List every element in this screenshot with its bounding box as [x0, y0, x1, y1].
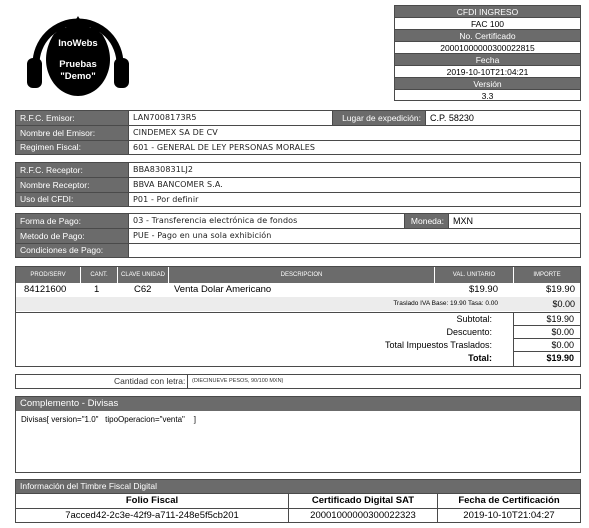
- fecha-cert-value: 2019-10-10T21:04:27: [463, 510, 555, 521]
- emisor-section: [15, 110, 581, 155]
- traslado-iva-value: $0.00: [552, 299, 575, 309]
- moneda-label: Moneda:: [405, 214, 448, 228]
- receptor-nombre-value: BBVA BANCOMER S.A.: [133, 180, 223, 189]
- metodo-pago-label: Metodo de Pago:: [16, 229, 128, 243]
- descuento-label: Descuento:: [446, 327, 492, 337]
- receptor-rfc-value: BBA830831LJ2: [133, 165, 194, 174]
- row-cant: 1: [94, 284, 100, 295]
- cert-sat-value: 20001000000300022323: [310, 510, 416, 521]
- cfdi-version-label: Versión: [395, 78, 580, 90]
- cfdi-version-value: 3.3: [481, 91, 494, 101]
- emisor-nombre-value: CINDEMEX SA DE CV: [133, 128, 218, 137]
- col-header-cant: CANT.: [90, 271, 108, 278]
- col-header-clave: CLAVE UNIDAD: [121, 271, 165, 278]
- cfdi-fecha-value: 2019-10-10T21:04:21: [395, 66, 580, 78]
- impuestos-value: $0.00: [551, 340, 574, 350]
- subtotal-value: $19.90: [546, 314, 574, 324]
- folio-fiscal-label: Folio Fiscal: [125, 495, 179, 506]
- timbre-title: Información del Timbre Fiscal Digital: [16, 480, 580, 493]
- subtotal-label: Subtotal:: [456, 314, 492, 324]
- col-header-unit: VAL. UNITARIO: [452, 271, 496, 278]
- pago-section: [15, 213, 581, 258]
- complemento-section: [15, 396, 581, 473]
- emisor-nombre-label: Nombre del Emisor:: [16, 126, 128, 140]
- receptor-rfc-label: R.F.C. Receptor:: [16, 163, 128, 177]
- complemento-body: Divisas[ version="1.0" tipoOperacion="venta" ]: [21, 415, 196, 424]
- condiciones-pago-value: [129, 244, 529, 257]
- cert-sat-label: Certificado Digital SAT: [311, 495, 415, 506]
- row-prod: 84121600: [24, 284, 67, 295]
- cfdi-folio: FAC 100: [395, 18, 580, 30]
- lugar-expedicion-value: C.P. 58230: [430, 113, 474, 123]
- receptor-section: [15, 162, 581, 207]
- moneda-value: MXN: [453, 216, 473, 226]
- emisor-rfc-value: LAN7008173R5: [133, 113, 197, 122]
- forma-pago-label: Forma de Pago:: [16, 214, 128, 228]
- cfdi-cert-label: No. Certificado: [395, 30, 580, 42]
- items-table: [15, 266, 581, 367]
- impuestos-label: Total Impuestos Traslados:: [384, 340, 492, 350]
- cantidad-letra-box: [15, 374, 581, 389]
- forma-pago-value: 03 - Transferencia electrónica de fondos: [133, 216, 298, 225]
- cfdi-info-box: [394, 5, 581, 101]
- complemento-title: Complemento - Divisas: [16, 397, 580, 411]
- col-header-desc: DESCRIPCION: [280, 271, 323, 278]
- cfdi-title: CFDI INGRESO: [395, 6, 580, 18]
- company-logo: [22, 6, 134, 100]
- emisor-rfc-label: R.F.C. Emisor:: [16, 111, 128, 125]
- traslado-iva-text: Traslado IVA Base: 19.90 Tasa: 0.00: [393, 300, 498, 307]
- descuento-value: $0.00: [551, 327, 574, 337]
- logo-line-3: "Demo": [60, 71, 96, 82]
- row-importe: $19.90: [545, 284, 575, 295]
- condiciones-pago-label: Condiciones de Pago:: [16, 244, 128, 257]
- row-unit: $19.90: [468, 284, 498, 295]
- cantidad-letra-value: (DIECINUEVE PESOS, 90/100 MXN): [192, 378, 284, 384]
- row-desc: Venta Dolar Americano: [174, 284, 272, 295]
- cfdi-fecha-label: Fecha: [395, 54, 580, 66]
- uso-cfdi-label: Uso del CFDI:: [16, 193, 128, 206]
- cantidad-letra-label: Cantidad con letra:: [114, 376, 186, 386]
- regimen-fiscal-value: 601 - GENERAL DE LEY PERSONAS MORALES: [133, 143, 316, 152]
- col-header-prod: PROD/SERV: [30, 271, 66, 278]
- fecha-cert-label: Fecha de Certificación: [458, 495, 560, 506]
- regimen-fiscal-label: Regimen Fiscal:: [16, 141, 128, 154]
- logo-line-1: InoWebs: [58, 38, 98, 49]
- total-value: $19.90: [546, 353, 574, 363]
- timbre-fiscal-section: [15, 479, 581, 523]
- lugar-expedicion-label: Lugar de expedición:: [333, 111, 425, 125]
- uso-cfdi-value: P01 - Por definir: [133, 195, 199, 204]
- total-label: Total:: [468, 353, 492, 363]
- metodo-pago-value: PUE - Pago en una sola exhibición: [133, 231, 272, 240]
- logo-line-2: Pruebas: [59, 59, 97, 70]
- cfdi-cert-value: 20001000000300022815: [395, 42, 580, 54]
- receptor-nombre-label: Nombre Receptor:: [16, 178, 128, 192]
- col-header-importe: IMPORTE: [533, 271, 561, 278]
- row-clave: C62: [134, 284, 152, 295]
- folio-fiscal-value: 7acced42-2c3e-42f9-a711-248e5f5cb201: [65, 510, 239, 521]
